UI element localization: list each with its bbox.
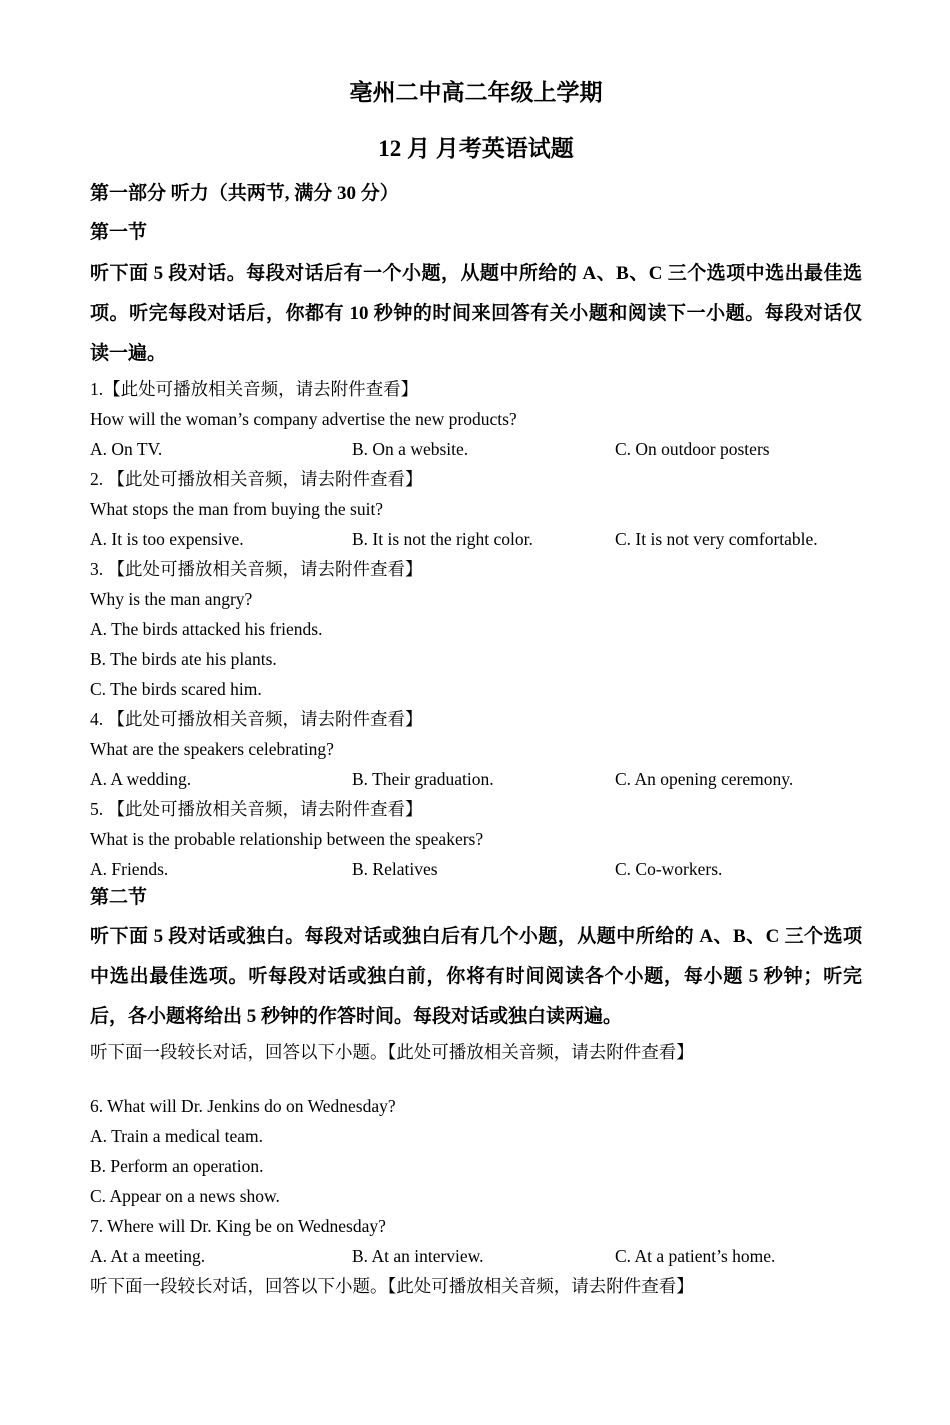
question-1-option-c: C. On outdoor posters	[615, 439, 770, 459]
question-4-options	[90, 764, 862, 794]
exam-document-page	[0, 80, 950, 1425]
question-5-option-b: B. Relatives	[352, 859, 438, 879]
section2-instructions-line-2: 中选出最佳选项。听每段对话或独白前，你将有时间阅读各个小题，每小题 5 秒钟；听完	[90, 966, 862, 987]
question-6-option-a: A. Train a medical team.	[90, 1126, 264, 1146]
question-2-option-c: C. It is not very comfortable.	[615, 529, 818, 549]
question-1-option-b: B. On a website.	[352, 439, 469, 459]
question-6-option-b: B. Perform an operation.	[90, 1156, 264, 1176]
question-3	[90, 554, 862, 704]
question-3-option-a: A. The birds attacked his friends.	[90, 619, 323, 639]
question-4-stem: What are the speakers celebrating?	[90, 739, 334, 759]
question-1-stem: How will the woman’s company advertise the new products?	[90, 409, 517, 429]
question-2-option-b: B. It is not the right color.	[352, 529, 533, 549]
section2-instructions	[90, 917, 862, 1037]
question-4	[90, 704, 862, 794]
question-6	[90, 1091, 862, 1211]
dialogue-2-intro: 听下面一段较长对话，回答以下小题。【此处可播放相关音频，请去附件查看】	[90, 1276, 694, 1296]
question-7	[90, 1211, 862, 1271]
question-1	[90, 374, 862, 464]
question-1-options	[90, 434, 862, 464]
question-3-option-c: C. The birds scared him.	[90, 679, 262, 699]
section2-heading: 第二节	[90, 887, 148, 908]
section2-instructions-line-1: 听下面 5 段对话或独白。每段对话或独白后有几个小题，从题中所给的 A、B、C 三个选项	[90, 926, 862, 947]
section1-instructions-line-1: 听下面 5 段对话。每段对话后有一个小题，从题中所给的 A、B、C 三个选项中选出最佳选	[90, 263, 862, 284]
question-7-option-a: A. At a meeting.	[90, 1246, 206, 1266]
question-7-option-b: B. At an interview.	[352, 1246, 484, 1266]
section2-instructions-line-3: 后，各小题将给出 5 秒钟的作答时间。每段对话或独白读两遍。	[90, 1006, 623, 1027]
question-5	[90, 794, 862, 884]
question-2-option-a: A. It is too expensive.	[90, 529, 244, 549]
exam-title: 亳州二中高二年级上学期	[349, 80, 603, 105]
exam-subtitle: 12 月 月考英语试题	[378, 136, 574, 161]
question-2-options	[90, 524, 862, 554]
question-2-audio-note: 2. 【此处可播放相关音频，请去附件查看】	[90, 469, 423, 489]
question-5-audio-note: 5. 【此处可播放相关音频，请去附件查看】	[90, 799, 423, 819]
section1-instructions	[90, 254, 862, 374]
section1-heading: 第一节	[90, 222, 148, 243]
question-2	[90, 464, 862, 554]
question-7-option-c: C. At a patient’s home.	[615, 1246, 776, 1266]
section1-instructions-line-2: 项。听完每段对话后，你都有 10 秒钟的时间来回答有关小题和阅读下一小题。每段对话仅	[90, 303, 862, 324]
question-7-options	[90, 1241, 862, 1271]
question-4-audio-note: 4. 【此处可播放相关音频，请去附件查看】	[90, 709, 423, 729]
question-4-option-a: A. A wedding.	[90, 769, 192, 789]
part1-heading: 第一部分 听力（共两节, 满分 30 分）	[90, 183, 399, 204]
question-4-option-c: C. An opening ceremony.	[615, 769, 794, 789]
question-3-option-b: B. The birds ate his plants.	[90, 649, 277, 669]
question-5-options	[90, 854, 862, 884]
question-7-stem: 7. Where will Dr. King be on Wednesday?	[90, 1216, 386, 1236]
question-1-audio-note: 1.【此处可播放相关音频，请去附件查看】	[90, 379, 419, 399]
question-3-audio-note: 3. 【此处可播放相关音频，请去附件查看】	[90, 559, 423, 579]
question-6-option-c: C. Appear on a news show.	[90, 1186, 280, 1206]
question-1-option-a: A. On TV.	[90, 439, 163, 459]
question-5-stem: What is the probable relationship between the speakers?	[90, 829, 484, 849]
section1-instructions-line-3: 读一遍。	[90, 343, 167, 364]
question-5-option-c: C. Co-workers.	[615, 859, 723, 879]
question-5-option-a: A. Friends.	[90, 859, 169, 879]
question-6-stem: 6. What will Dr. Jenkins do on Wednesday?	[90, 1096, 396, 1116]
question-4-option-b: B. Their graduation.	[352, 769, 494, 789]
question-3-stem: Why is the man angry?	[90, 589, 253, 609]
dialogue-1-intro: 听下面一段较长对话，回答以下小题。【此处可播放相关音频，请去附件查看】	[90, 1042, 694, 1062]
question-2-stem: What stops the man from buying the suit?	[90, 499, 384, 519]
blank-spacer	[90, 1067, 862, 1091]
